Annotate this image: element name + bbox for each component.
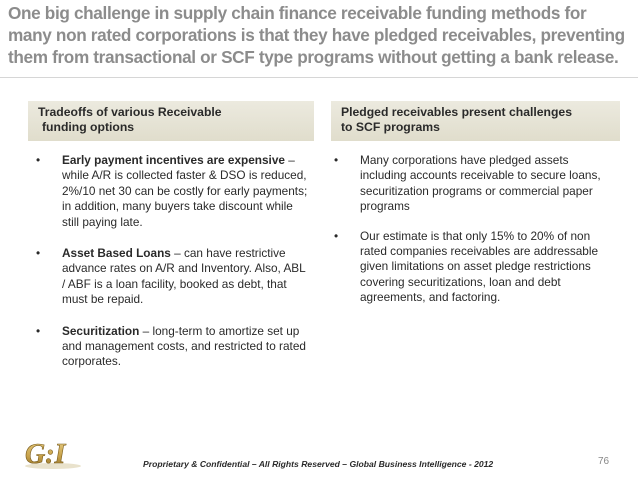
- footer-confidentiality: Proprietary & Confidential – All Rights Reserved – Global Business Intelligence - 2012: [143, 459, 494, 469]
- right-header-line1: Pledged receivables present challenges: [341, 105, 572, 119]
- bullet-bold-lead: Securitization: [62, 323, 140, 338]
- left-column-header: [28, 101, 314, 141]
- list-item: [334, 229, 614, 306]
- slide-title: One big challenge in supply chain finance receivable funding methods for many non rated corporations is that they have pledged receivables, preventing them from transactional or SCF type programs without getting a bank release.: [8, 3, 625, 67]
- bullet-marker: •: [36, 153, 41, 167]
- bullet-bold-lead: Asset Based Loans: [62, 246, 171, 261]
- left-bullet-list: [36, 153, 308, 386]
- bullet-text: – long-term to amortize set up and management costs, and restricted to rated corporates.: [62, 323, 306, 369]
- gbi-logo: [22, 436, 84, 470]
- left-header-line1: Tradeoffs of various Receivable: [38, 105, 222, 119]
- list-item: [334, 153, 614, 215]
- bullet-text: – while A/R is collected faster & DSO is reduced, 2%/10 net 30 can be costly for early payments; in addition, many buyers take discount while still paying late.: [62, 153, 308, 229]
- bullet-marker: •: [334, 153, 339, 167]
- page-number: 76: [598, 456, 610, 467]
- right-bullet-list: [334, 153, 614, 320]
- bullet-marker: •: [334, 228, 339, 243]
- list-item: [36, 324, 308, 370]
- bullet-bold-lead: Early payment incentives are expensive: [62, 153, 285, 167]
- list-item: [36, 153, 308, 230]
- title-divider: [0, 77, 638, 78]
- left-header-line2: funding options: [42, 120, 135, 134]
- bullet-text: – can have restrictive advance rates on A/R and Inventory. Also, ABL / ABF is a loan facility, booked as debt, that must be repaid.: [62, 246, 306, 307]
- list-item: [36, 246, 308, 308]
- logo-lettering: G:I: [25, 439, 66, 470]
- right-column-header: [331, 101, 620, 141]
- bullet-text: Many corporations have pledged assets including accounts receivable to secure loans, securitization programs or commercial paper programs: [360, 153, 601, 214]
- bullet-text: Our estimate is that only 15% to 20% of non rated companies receivables are addressable given limitations on asset pledge restrictions covering securitizations, loan and debt agreements, and factoring.: [360, 228, 599, 305]
- bullet-marker: •: [36, 246, 41, 261]
- right-header-line2: to SCF programs: [341, 120, 440, 134]
- bullet-marker: •: [36, 323, 41, 338]
